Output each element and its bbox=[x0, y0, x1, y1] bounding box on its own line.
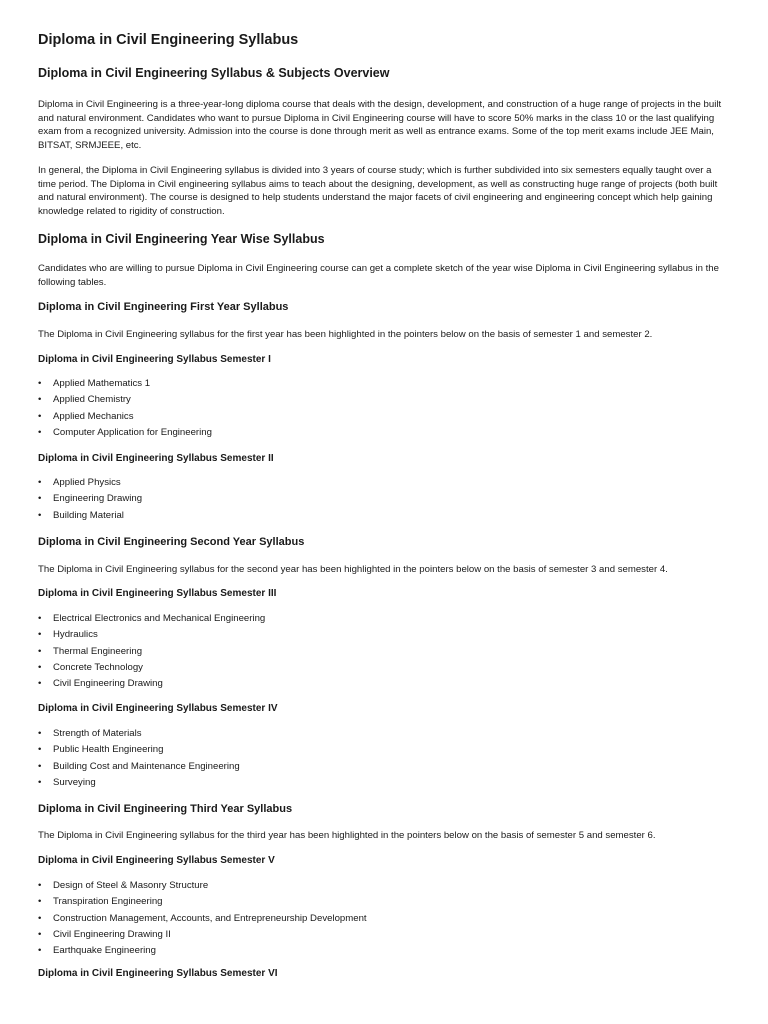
third-year-heading: Diploma in Civil Engineering Third Year Syllabus bbox=[38, 803, 293, 815]
bullet-icon: • bbox=[38, 645, 42, 657]
semester-1-heading: Diploma in Civil Engineering Syllabus Semester I bbox=[38, 354, 271, 365]
list-item: • Design of Steel & Masonry Structure bbox=[38, 878, 367, 894]
bullet-icon: • bbox=[38, 776, 42, 788]
list-item: • Applied Mathematics 1 bbox=[38, 376, 212, 392]
bullet-icon: • bbox=[38, 728, 42, 739]
list-item: • Civil Engineering Drawing II bbox=[38, 927, 367, 943]
bullet-icon: • bbox=[38, 493, 42, 505]
list-item: • Applied Mechanics bbox=[38, 409, 212, 425]
list-item: • Public Health Engineering bbox=[38, 742, 240, 758]
list-item: • Construction Management, Accounts, and Entrepreneurship Development bbox=[38, 911, 367, 927]
bullet-icon: • bbox=[38, 760, 42, 772]
second-year-heading: Diploma in Civil Engineering Second Year Syllabus bbox=[38, 536, 305, 548]
semester-3-heading: Diploma in Civil Engineering Syllabus Semester III bbox=[38, 588, 277, 599]
semester-4-heading: Diploma in Civil Engineering Syllabus Semester IV bbox=[38, 703, 278, 714]
bullet-icon: • bbox=[38, 678, 42, 690]
list-item: • Hydraulics bbox=[38, 627, 265, 643]
list-item: • Computer Application for Engineering bbox=[38, 425, 212, 441]
list-item: • Transpiration Engineering bbox=[38, 894, 367, 910]
list-item: • Surveying bbox=[38, 775, 240, 791]
semester-5-list bbox=[38, 878, 367, 959]
semester-2-heading: Diploma in Civil Engineering Syllabus Semester II bbox=[38, 453, 274, 464]
list-item: • Building Cost and Maintenance Engineering bbox=[38, 759, 240, 775]
list-item: • Building Material bbox=[38, 508, 142, 524]
bullet-icon: • bbox=[38, 378, 42, 389]
bullet-icon: • bbox=[38, 410, 42, 422]
bullet-icon: • bbox=[38, 426, 42, 438]
third-year-intro: The Diploma in Civil Engineering syllabus for the third year has been highlighted in the pointers below on the basis of semester 5 and semester 6. bbox=[38, 830, 656, 841]
bullet-icon: • bbox=[38, 880, 42, 891]
list-item: • Concrete Technology bbox=[38, 660, 265, 676]
year-wise-heading: Diploma in Civil Engineering Year Wise Syllabus bbox=[38, 232, 325, 246]
list-item: • Civil Engineering Drawing bbox=[38, 676, 265, 692]
list-item: • Thermal Engineering bbox=[38, 644, 265, 660]
list-item: • Applied Chemistry bbox=[38, 392, 212, 408]
semester-6-heading: Diploma in Civil Engineering Syllabus Semester VI bbox=[38, 968, 278, 979]
semester-1-list bbox=[38, 376, 212, 441]
bullet-icon: • bbox=[38, 744, 42, 756]
bullet-icon: • bbox=[38, 509, 42, 521]
list-item: • Earthquake Engineering bbox=[38, 943, 367, 959]
year-wise-intro: Candidates who are willing to pursue Diploma in Civil Engineering course can get a complete sketch of the year wise Diploma in Civil Engineering syllabus in the following tables. bbox=[38, 263, 719, 288]
semester-3-list bbox=[38, 611, 265, 692]
list-item: • Applied Physics bbox=[38, 475, 142, 491]
page-title: Diploma in Civil Engineering Syllabus bbox=[38, 32, 299, 48]
second-year-intro: The Diploma in Civil Engineering syllabus for the second year has been highlighted in the pointers below on the basis of semester 3 and semester 4. bbox=[38, 564, 668, 575]
semester-4-list bbox=[38, 726, 240, 791]
bullet-icon: • bbox=[38, 945, 42, 957]
bullet-icon: • bbox=[38, 477, 42, 488]
overview-paragraph-2: In general, the Diploma in Civil Engineering syllabus is divided into 3 years of course study; which is further subdivided into six semesters equally taught over a time period. The Diploma in Civil engineering syllabus aims to teach about the designing, development, as well as constructing huge range of projects (both built and natural environment). The course is designed to help students understand the major facets of civil engineering and engineering concept which help gaining knowledge related to rigidity of construction. bbox=[38, 165, 718, 217]
first-year-intro: The Diploma in Civil Engineering syllabus for the first year has been highlighted in the pointers below on the basis of semester 1 and semester 2. bbox=[38, 329, 653, 340]
overview-heading: Diploma in Civil Engineering Syllabus & Subjects Overview bbox=[38, 66, 390, 80]
semester-5-heading: Diploma in Civil Engineering Syllabus Semester V bbox=[38, 855, 275, 866]
list-item: • Engineering Drawing bbox=[38, 491, 142, 507]
semester-2-list bbox=[38, 475, 142, 524]
bullet-icon: • bbox=[38, 613, 42, 624]
list-item: • Strength of Materials bbox=[38, 726, 240, 742]
bullet-icon: • bbox=[38, 928, 42, 940]
first-year-heading: Diploma in Civil Engineering First Year Syllabus bbox=[38, 301, 289, 313]
bullet-icon: • bbox=[38, 629, 42, 641]
bullet-icon: • bbox=[38, 661, 42, 673]
bullet-icon: • bbox=[38, 394, 42, 406]
overview-paragraph-1: Diploma in Civil Engineering is a three-year-long diploma course that deals with the design, development, and construction of a huge range of projects in the built and natural environment. Candidates who want to pursue Diploma in Civil Engineering course will have to score 50% marks in the class 10 or the last qualifying exam from a recognized university. Admission into the course is done through merit as well as entrance exams. Some of the top merit exams include JEE Main, BITSAT, SRMJEEE, etc. bbox=[38, 99, 722, 151]
bullet-icon: • bbox=[38, 896, 42, 908]
list-item: • Electrical Electronics and Mechanical Engineering bbox=[38, 611, 265, 627]
bullet-icon: • bbox=[38, 912, 42, 924]
